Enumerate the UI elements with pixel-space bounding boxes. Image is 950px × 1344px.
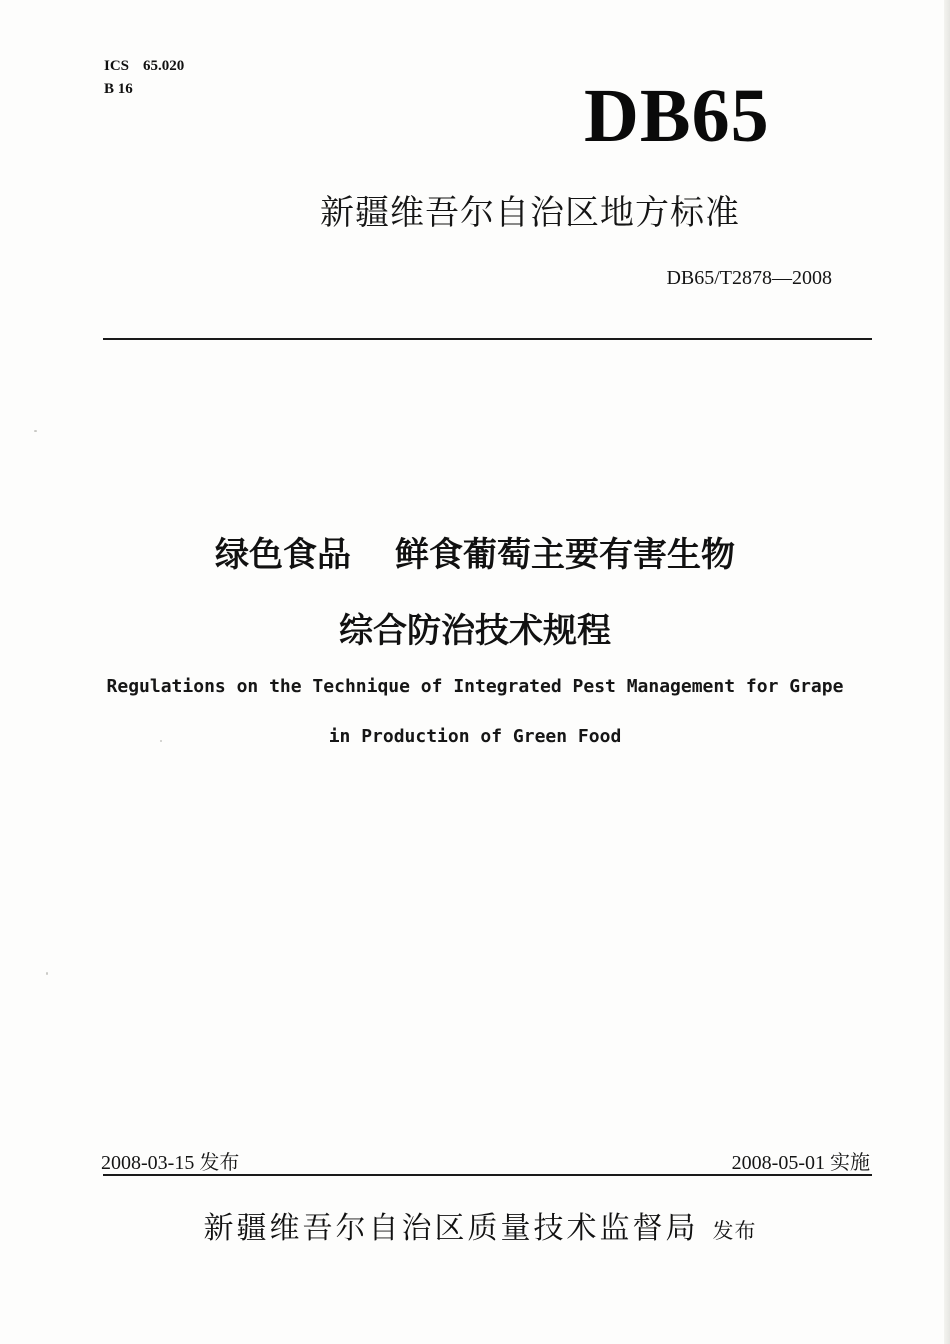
bottom-divider xyxy=(103,1174,872,1176)
standard-number: DB65/T2878—2008 xyxy=(666,267,832,289)
title-en-line2: in Production of Green Food xyxy=(328,726,622,747)
scan-speck xyxy=(160,740,162,742)
ics-code: 65.020 xyxy=(143,58,185,74)
publisher-name: 新疆维吾尔自治区质量技术监督局 xyxy=(203,1211,699,1246)
top-divider xyxy=(103,338,872,340)
title-cn-line1-part2: 鲜食葡萄主要有害生物 xyxy=(395,535,735,575)
title-en-line1: Regulations on the Technique of Integrated Pest Management for Grape xyxy=(106,676,844,697)
title-cn-line2: 综合防治技术规程 xyxy=(339,611,611,651)
title-cn-line1 xyxy=(0,527,950,576)
ics-label: ICS xyxy=(104,58,130,74)
ccs-code: B 16 xyxy=(104,81,133,97)
standard-type-heading: 新疆维吾尔自治区地方标准 xyxy=(320,193,740,233)
title-cn-line1-part1: 绿色食品 xyxy=(215,535,351,575)
scan-speck xyxy=(46,972,48,975)
implement-date: 2008-05-01 实施 xyxy=(731,1152,870,1174)
scan-speck xyxy=(34,430,37,432)
publisher-line xyxy=(0,1203,950,1247)
standard-prefix-logo: DB65 xyxy=(584,74,770,158)
publisher-suffix: 发布 xyxy=(712,1219,757,1243)
issue-date: 2008-03-15 发布 xyxy=(101,1152,240,1174)
ics-line xyxy=(104,55,184,78)
classification-block xyxy=(104,55,184,101)
